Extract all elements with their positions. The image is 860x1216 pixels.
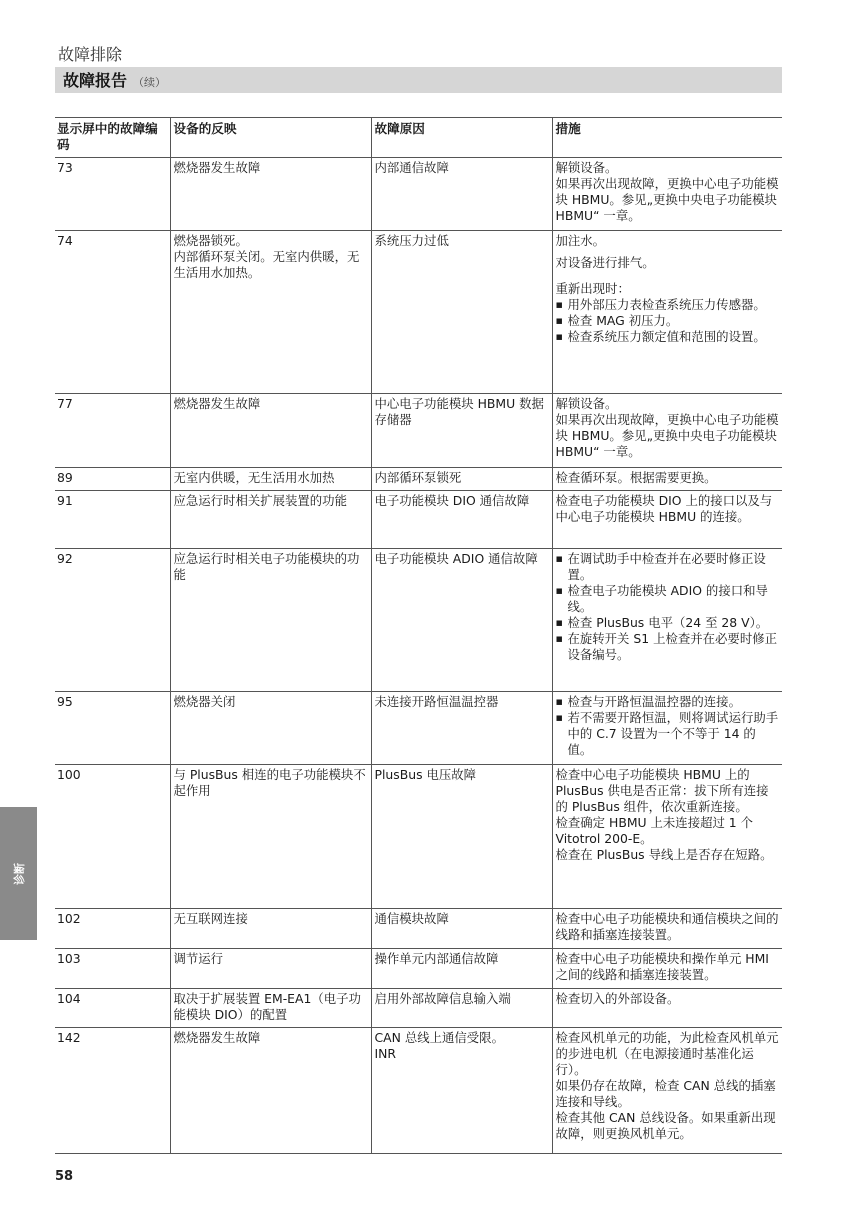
action-step: 加注水。 bbox=[555, 233, 606, 248]
fault-code: 91 bbox=[55, 491, 170, 549]
fault-action: 检查中心电子功能模块和操作单元 HMI 之间的线路和插塞连接装置。 bbox=[552, 949, 782, 989]
action-step: 重新出现时： bbox=[555, 281, 630, 296]
fault-cause: 中心电子功能模块 HBMU 数据存储器 bbox=[371, 394, 552, 468]
fault-action: 检查中心电子功能模块 HBMU 上的 PlusBus 供电是否正常：拔下所有连接的 PlusBus 组件，依次重新连接。 检查确定 HBMU 上未连接超过 1 个 Vitotrol 200-E。 检查在 PlusBus 导线上是否存在短路。 bbox=[552, 765, 782, 909]
fault-cause: PlusBus 电压故障 bbox=[371, 765, 552, 909]
fault-code: 89 bbox=[55, 468, 170, 491]
fault-cause: 通信模块故障 bbox=[371, 909, 552, 949]
fault-action bbox=[552, 549, 782, 692]
fault-action: 检查切入的外部设备。 bbox=[552, 989, 782, 1028]
fault-code: 102 bbox=[55, 909, 170, 949]
action-step: 对设备进行排气。 bbox=[555, 255, 655, 270]
table-row bbox=[55, 231, 782, 394]
fault-code: 92 bbox=[55, 549, 170, 692]
device-reaction: 取决于扩展装置 EM-EA1（电子功能模块 DIO）的配置 bbox=[170, 989, 371, 1028]
page-number: 58 bbox=[55, 1169, 74, 1184]
table-title-band bbox=[55, 67, 782, 93]
device-reaction: 无室内供暖，无生活用水加热 bbox=[170, 468, 371, 491]
table-row bbox=[55, 1028, 782, 1154]
table-row bbox=[55, 468, 782, 491]
fault-code: 95 bbox=[55, 692, 170, 765]
section-title: 故障排除 bbox=[58, 45, 123, 64]
action-bullet: ▪ 若不需要开路恒温，则将调试运行助手中的 C.7 设置为一个不等于 14 的值。 bbox=[556, 710, 780, 758]
fault-action: 检查电子功能模块 DIO 上的接口以及与中心电子功能模块 HBMU 的连接。 bbox=[552, 491, 782, 549]
fault-cause: 电子功能模块 ADIO 通信故障 bbox=[371, 549, 552, 692]
fault-action bbox=[552, 231, 782, 394]
table-header-row bbox=[55, 118, 782, 158]
fault-cause: CAN 总线上通信受限。 INR bbox=[371, 1028, 552, 1154]
fault-cause: 操作单元内部通信故障 bbox=[371, 949, 552, 989]
header-code: 显示屏中的故障编码 bbox=[55, 118, 170, 158]
device-reaction: 无互联网连接 bbox=[170, 909, 371, 949]
table-row bbox=[55, 765, 782, 909]
device-reaction: 应急运行时相关电子功能模块的功能 bbox=[170, 549, 371, 692]
fault-cause: 内部通信故障 bbox=[371, 158, 552, 231]
table-row bbox=[55, 909, 782, 949]
table-row bbox=[55, 989, 782, 1028]
side-tab-label: 诊断 bbox=[12, 862, 26, 885]
table-row bbox=[55, 549, 782, 692]
fault-cause: 启用外部故障信息输入端 bbox=[371, 989, 552, 1028]
continued-note: （续） bbox=[133, 76, 167, 89]
action-bullet: ▪ 检查 MAG 初压力。 bbox=[556, 313, 780, 329]
table-row bbox=[55, 158, 782, 231]
fault-action bbox=[552, 692, 782, 765]
fault-action: 检查循环泵。根据需要更换。 bbox=[552, 468, 782, 491]
device-reaction: 燃烧器发生故障 bbox=[170, 1028, 371, 1154]
fault-code: 73 bbox=[55, 158, 170, 231]
action-bullet: ▪ 检查系统压力额定值和范围的设置。 bbox=[556, 329, 780, 345]
action-bullet: ▪ 检查 PlusBus 电平（24 至 28 V）。 bbox=[556, 615, 780, 631]
table-row bbox=[55, 491, 782, 549]
side-tab-diagnosis bbox=[0, 807, 37, 940]
fault-cause: 系统压力过低 bbox=[371, 231, 552, 394]
fault-action: 解锁设备。 如果再次出现故障，更换中心电子功能模块 HBMU。参见„更换中央电子功能模块 HBMU“ 一章。 bbox=[552, 394, 782, 468]
fault-code: 77 bbox=[55, 394, 170, 468]
fault-code: 142 bbox=[55, 1028, 170, 1154]
action-bullet: ▪ 在调试助手中检查并在必要时修正设置。 bbox=[556, 551, 780, 583]
action-bullet: ▪ 检查与开路恒温温控器的连接。 bbox=[556, 694, 780, 710]
header-action: 措施 bbox=[552, 118, 782, 158]
fault-code: 74 bbox=[55, 231, 170, 394]
fault-code: 100 bbox=[55, 765, 170, 909]
fault-action: 检查中心电子功能模块和通信模块之间的线路和插塞连接装置。 bbox=[552, 909, 782, 949]
fault-action: 检查风机单元的功能，为此检查风机单元的步进电机（在电源接通时基准化运行）。 如果仍存在故障，检查 CAN 总线的插塞连接和导线。 检查其他 CAN 总线设备。如果重新出现故障，则更换风机单元。 bbox=[552, 1028, 782, 1154]
action-bullet: ▪ 在旋转开关 S1 上检查并在必要时修正设备编号。 bbox=[556, 631, 780, 663]
device-reaction: 燃烧器发生故障 bbox=[170, 394, 371, 468]
device-reaction: 应急运行时相关扩展装置的功能 bbox=[170, 491, 371, 549]
fault-code: 103 bbox=[55, 949, 170, 989]
fault-code: 104 bbox=[55, 989, 170, 1028]
action-bullet-list bbox=[556, 551, 780, 663]
device-reaction: 与 PlusBus 相连的电子功能模块不起作用 bbox=[170, 765, 371, 909]
fault-report-table bbox=[55, 117, 782, 1154]
fault-cause: 电子功能模块 DIO 通信故障 bbox=[371, 491, 552, 549]
fault-cause: 未连接开路恒温温控器 bbox=[371, 692, 552, 765]
table-row bbox=[55, 949, 782, 989]
header-cause: 故障原因 bbox=[371, 118, 552, 158]
table-title: 故障报告 bbox=[63, 71, 128, 90]
action-bullet: ▪ 用外部压力表检查系统压力传感器。 bbox=[556, 297, 780, 313]
device-reaction: 燃烧器锁死。 内部循环泵关闭。无室内供暖，无生活用水加热。 bbox=[170, 231, 371, 394]
fault-cause: 内部循环泵锁死 bbox=[371, 468, 552, 491]
table-row bbox=[55, 394, 782, 468]
device-reaction: 燃烧器关闭 bbox=[170, 692, 371, 765]
action-bullet-list bbox=[556, 297, 780, 345]
header-reaction: 设备的反映 bbox=[170, 118, 371, 158]
action-bullet: ▪ 检查电子功能模块 ADIO 的接口和导线。 bbox=[556, 583, 780, 615]
fault-action: 解锁设备。 如果再次出现故障，更换中心电子功能模块 HBMU。参见„更换中央电子功能模块 HBMU“ 一章。 bbox=[552, 158, 782, 231]
action-bullet-list bbox=[556, 694, 780, 758]
device-reaction: 燃烧器发生故障 bbox=[170, 158, 371, 231]
table-row bbox=[55, 692, 782, 765]
device-reaction: 调节运行 bbox=[170, 949, 371, 989]
